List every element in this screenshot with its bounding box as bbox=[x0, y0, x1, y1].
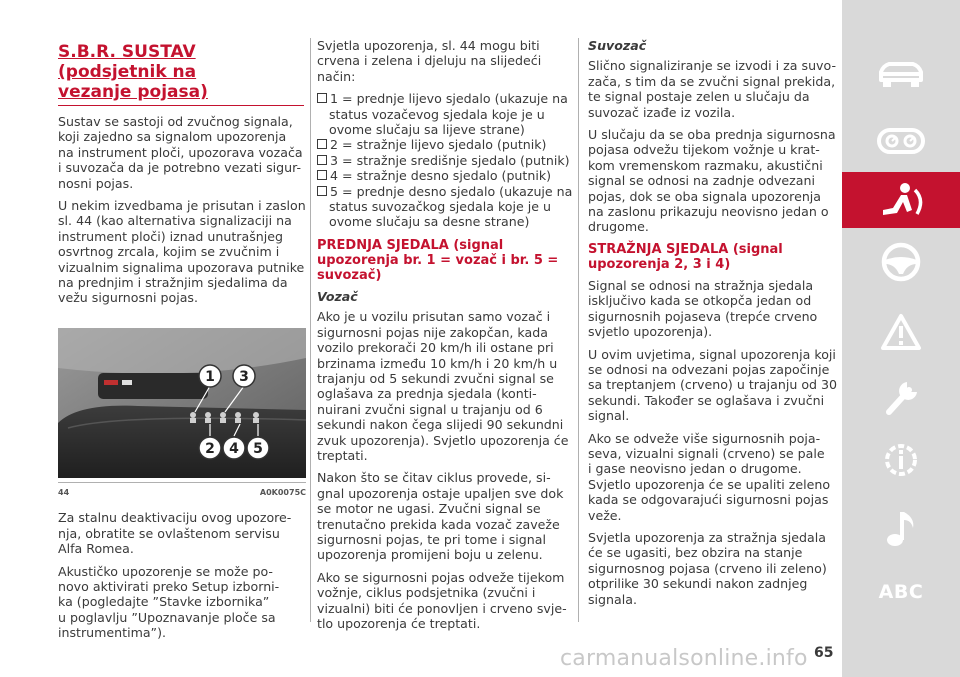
rearview-mirror-figure bbox=[58, 328, 306, 478]
section-heading: STRAŽNJA SJEDALA (signal upozorenja 2, 3 i 4) bbox=[588, 241, 783, 272]
wrench-icon bbox=[879, 376, 923, 420]
callout-label: 2 bbox=[205, 440, 215, 457]
chapter-tab-maintenance[interactable] bbox=[842, 370, 960, 426]
paragraph: Signal se odnosi na stražnja sjedala isključivo kada se otkopča jedan od sigurnosnih pojaseva (trepće crveno svjetlo upozorenja). bbox=[588, 277, 818, 340]
paragraph: Svjetla upozorenja, sl. 44 mogu biti crvena i zelena i djeluju na slijedeći način: bbox=[317, 38, 542, 84]
callout-label: 4 bbox=[229, 440, 239, 457]
music-note-icon bbox=[881, 506, 921, 550]
column-middle bbox=[317, 38, 573, 638]
section-heading: PREDNJA SJEDALA (signal upozorenja br. 1 = vozač i br. 5 = suvozač) bbox=[317, 237, 559, 283]
title-underline bbox=[58, 105, 304, 106]
subheading: Vozač bbox=[317, 288, 358, 304]
warning-triangle-icon bbox=[879, 312, 923, 352]
paragraph: Nakon što se čitav ciklus provede, si- gnal upozorenja ostaje upaljen sve dok se motor ne ugasi. Zvučni signal se trenutačno prekida kada vozač zaveže sigurnosni pojas, te pri tome i signal upozorenja promijeni boju u zelenu. bbox=[317, 470, 564, 563]
subheading: Suvozač bbox=[588, 38, 647, 53]
list-item: 5 = prednje desno sjedalo (ukazuje na status suvozačkog sjedala koje je u ovome slučaju sa desne strane) bbox=[317, 184, 573, 230]
checkbox-bullet-icon bbox=[317, 155, 327, 165]
paragraph: U slučaju da se oba prednja sigurnosna pojasa odvežu tijekom vožnje u krat- kom vremenskom razmaku, akustični signal se odnosi na zadnje odvezani pojas, dok se oba signala upozorenja na zaslonu prikazuju neovisno jedan o drugome. bbox=[588, 127, 836, 235]
paragraph: Slično signaliziranje se izvodi i za suvo- zača, s tim da se zvučni signal prekida, te signal postaje zelen u slučaju da suvozač izađe iz vozila. bbox=[588, 58, 836, 120]
instrument-panel-icon bbox=[875, 122, 927, 158]
chapter-tab-safety[interactable] bbox=[842, 172, 960, 228]
checkbox-bullet-icon bbox=[317, 186, 327, 196]
list-item: 2 = stražnje lijevo sjedalo (putnik) bbox=[317, 137, 573, 152]
callout-label: 5 bbox=[253, 440, 263, 457]
chapter-tab-index[interactable] bbox=[842, 564, 960, 620]
paragraph: U ovim uvjetima, signal upozorenja koji se odnosi na odvezani pojas započinje sa treptanjem (crveno) u trajanju od 30 sekundi. Također se oglašava i zvučni signal. bbox=[588, 346, 838, 424]
seatbelt-passenger-icon bbox=[875, 180, 927, 220]
figure-caption bbox=[58, 482, 306, 500]
column-divider bbox=[310, 38, 311, 622]
callout-label: 1 bbox=[205, 368, 215, 385]
mirror-photo bbox=[58, 328, 306, 478]
column-right bbox=[588, 38, 840, 614]
index-label: ABC bbox=[878, 581, 924, 603]
paragraph: Akustičko upozorenje se može po- novo aktivirati preko Setup izborni- ka (pogledajte ”Stavke izbornika” u poglavlju ”Upoznavanje ploče sa instrumentima”). bbox=[58, 563, 280, 641]
page-number: 65 bbox=[814, 645, 834, 661]
checkbox-bullet-icon bbox=[317, 170, 327, 180]
checkbox-bullet-icon bbox=[317, 139, 327, 149]
paragraph: U nekim izvedbama je prisutan i zaslon sl. 44 (kao alternativa signalizaciji na instrument ploči) iznad unutrašnjeg osvrtnog zrcala, kojim se zvučnim i vizualnim signalima upozorava putnike na prednjim i stražnjim sjedalima da vežu sigurnosni pojas. bbox=[58, 198, 306, 306]
paragraph: Ako se sigurnosni pojas odveže tijekom vožnje, ciklus podsjetnika (zvučni i vizualni) biti će ponovljen i crveno svje- tlo upozorenja će treptati. bbox=[317, 569, 567, 631]
column-divider bbox=[578, 38, 579, 622]
chapter-tab-car[interactable] bbox=[842, 46, 960, 102]
steering-wheel-icon bbox=[879, 240, 923, 284]
car-icon bbox=[875, 56, 927, 92]
chapter-tab-warnings[interactable] bbox=[842, 304, 960, 360]
list-item: 4 = stražnje desno sjedalo (putnik) bbox=[317, 168, 573, 183]
figure-number: 44 bbox=[58, 487, 70, 497]
chapter-tab-technical[interactable] bbox=[842, 432, 960, 488]
column-left bbox=[58, 38, 306, 648]
watermark: carmanualsonline.info bbox=[560, 646, 808, 671]
checkbox-bullet-icon bbox=[317, 93, 327, 103]
chapter-tab-multimedia[interactable] bbox=[842, 500, 960, 556]
chapter-sidebar bbox=[842, 0, 960, 677]
paragraph: Svjetla upozorenja za stražnja sjedala će se ugasiti, bez obzira na stanje sigurnosnog pojasa (crveno ili zeleno) otprilike 30 sekundi nakon zadnjeg signala. bbox=[588, 529, 827, 607]
list-item: 1 = prednje lijevo sjedalo (ukazuje na status vozačevog sjedala koje je u ovome slučaju sa lijeve strane) bbox=[317, 91, 573, 137]
list-item: 3 = stražnje središnje sjedalo (putnik) bbox=[317, 153, 573, 168]
technical-data-gear-icon bbox=[879, 438, 923, 482]
chapter-tab-instruments[interactable] bbox=[842, 112, 960, 168]
chapter-tab-driving[interactable] bbox=[842, 234, 960, 290]
paragraph: Ako se odveže više sigurnosnih poja- seva, vizualni signali (crveno) se pale i gase neovisno jedan o drugome. Svjetlo upozorenja će se upaliti zeleno kada se odgovarajući sigurnosni pojas veže. bbox=[588, 430, 831, 523]
callout-label: 3 bbox=[239, 368, 249, 385]
paragraph: Ako je u vozilu prisutan samo vozač i sigurnosni pojas nije zakopčan, kada vozilo prekorači 20 km/h ili ostane pri brzinama između 10 km/h i 20 km/h u trajanju od 5 sekundi zvučni signal se oglašava za prednja sjedala (konti- nuirani zvučni signal u trajanju od 6 sekundi nakon čega slijedi 90 sekundni zvuk upozorenja). Svjetlo upozorenja će treptati. bbox=[317, 309, 569, 463]
paragraph: Sustav se sastoji od zvučnog signala, koji zajedno sa signalom upozorenja na instrument ploči, upozorava vozača i suvozača da je potrebno vezati sigur- nosni pojas. bbox=[58, 114, 303, 191]
section-title: S.B.R. SUSTAV (podsjetnik na vezanje pojasa) bbox=[58, 42, 208, 102]
seat-list bbox=[317, 91, 573, 230]
paragraph: Za stalnu deaktivaciju ovog upozore- nja, obratite se ovlaštenom servisu Alfa Romea. bbox=[58, 510, 292, 557]
figure-code: A0K0075C bbox=[259, 487, 306, 497]
